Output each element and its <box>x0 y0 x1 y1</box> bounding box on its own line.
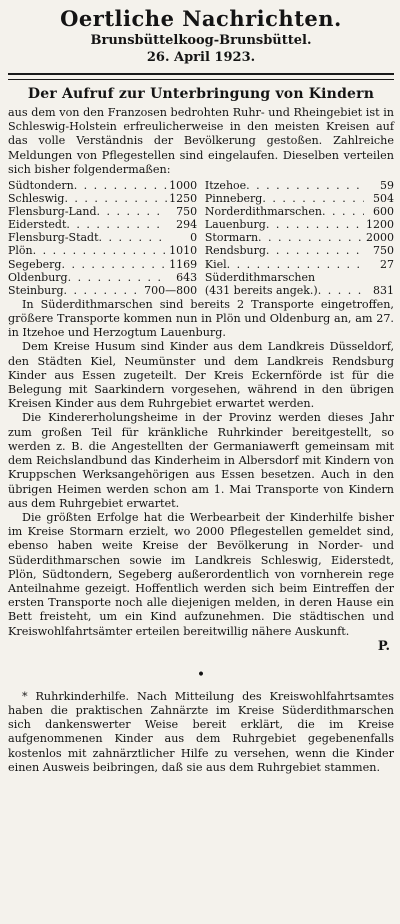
leader-dots <box>64 284 145 297</box>
district-row <box>8 218 197 231</box>
district-name: Rendsburg <box>204 244 266 258</box>
district-count: 750 <box>373 244 394 258</box>
article-signature: P. <box>377 638 390 654</box>
district-count: 27 <box>380 257 394 271</box>
district-name: Pinneberg <box>204 192 263 206</box>
district-row <box>205 218 394 231</box>
district-count: 1200 <box>366 218 394 232</box>
district-count: 643 <box>176 270 198 284</box>
article-paragraph: Die größten Erfolge hat die Werbearbeit der Kinderhilfe bisher im Kreise Stormarn erzielt, wo 2000 Pflegestellen gemeldet sind, ebenso haben weite Kreise der Bevölkerung in Norder- und Süderdithmarschen sowie im Landkreis Schleswig, Eiderstedt, Plön, Südtondern, Segeberg außerordentlich von vornherein rege Anteilnahme gezeigt. Hoffentlich werden sich beim Eintreffen der ersten Transporte noch alle diejenigen melden, in deren Hause ein Bett freisteht, um ein Kind aufzunehmen. Die städtischen und Kreiswohlfahrtsämter erteilen bereitwillig nähere Auskunft. <box>8 510 394 638</box>
district-count: 750 <box>176 205 198 219</box>
district-name: Flensburg-Land <box>8 205 97 219</box>
district-row <box>8 192 197 205</box>
district-name: Steinburg <box>8 283 64 297</box>
district-count: 600 <box>373 205 394 219</box>
leader-dots <box>99 231 168 244</box>
leader-dots <box>64 192 167 205</box>
article-paragraph: Dem Kreise Husum sind Kinder aus dem Landkreis Düsseldorf, den Städten Kiel, Neumünster und dem Landkreis Rendsburg Kinder aus Essen zugeteilt. Der Kreis Eckernförde ist für die Belegung mit Saarkindern vorgesehen, während in den übrigen Kreisen Kinder aus dem Ruhrgebiet erwartet werden. <box>8 340 394 411</box>
leader-dots <box>66 218 167 231</box>
districts-column-left <box>8 179 197 297</box>
district-row <box>8 244 197 257</box>
district-row <box>205 192 394 205</box>
section-title: Oertliche Nachrichten. <box>60 6 342 31</box>
district-name: Oldenburg <box>8 270 68 284</box>
district-count: 0 <box>190 231 198 245</box>
district-name: Plön <box>8 244 33 258</box>
district-row <box>205 205 394 218</box>
districts-column-right <box>205 179 394 297</box>
district-row <box>8 271 197 284</box>
place-line: Brunsbüttelkoog-Brunsbüttel. <box>90 33 312 48</box>
leader-dots <box>322 205 364 218</box>
district-row <box>8 179 197 192</box>
leader-dots <box>74 179 167 192</box>
district-row <box>8 205 197 218</box>
leader-dots <box>318 284 364 297</box>
district-count: 504 <box>373 192 394 206</box>
district-name: Südtondern <box>8 179 74 193</box>
leader-dots <box>61 258 167 271</box>
district-name: (431 bereits angek.) <box>204 283 318 297</box>
district-count: 1010 <box>169 244 198 258</box>
district-count: 1169 <box>169 257 198 271</box>
leader-dots <box>227 258 364 271</box>
district-name: Flensburg-Stadt <box>8 231 99 245</box>
district-name: Stormarn <box>204 231 259 245</box>
district-name: Süderdithmarschen <box>204 270 316 284</box>
districts-table <box>8 179 394 297</box>
district-count: 1000 <box>169 179 198 193</box>
district-name: Norderdithmarschen <box>204 205 322 219</box>
district-row <box>205 284 394 297</box>
district-name: Schleswig <box>8 192 65 206</box>
district-row <box>205 179 394 192</box>
leader-dots <box>97 205 168 218</box>
district-row <box>8 231 197 244</box>
district-name: Itzehoe <box>204 179 247 193</box>
leader-dots <box>258 231 364 244</box>
divider <box>8 73 394 75</box>
district-count: 294 <box>176 218 198 232</box>
district-name: Lauenburg <box>204 218 266 232</box>
masthead <box>8 6 394 66</box>
district-name: Segeberg <box>8 257 62 271</box>
article-headline: Der Aufruf zur Unterbringung von Kindern <box>27 86 375 102</box>
article-paragraph: Die Kindererholungsheime in der Provinz werden dieses Jahr zum großen Teil für kränkliche Ruhrkinder bereitgestellt, so werden z. B. die Angestellten der Germaniawerft gemeinsam mit dem Reichslandbund das Kinderheim in Albersdorf mit Kindern von Kruppschen Werksangehörigen aus Essen besetzen. Auch in den übrigen Heimen werden schon am 1. Mai Transporte von Kindern aus dem Ruhrgebiet erwartet. <box>8 411 394 510</box>
district-count: 1250 <box>169 192 198 206</box>
district-name: Kiel <box>204 257 227 271</box>
leader-dots <box>68 271 168 284</box>
separator-bullet: • <box>196 666 206 683</box>
district-row <box>205 258 394 271</box>
district-row <box>205 271 394 284</box>
leader-dots <box>262 192 364 205</box>
article-paragraph: aus dem von den Franzosen bedrohten Ruhr- und Rheingebiet ist in Schleswig-Holstein erfreulicherweise in den meisten Kreisen auf das volle Verständnis der Bevölkerung gestoßen. Zahlreiche Meldungen von Pflegestellen sind eingelaufen. Dieselben verteilen sich bisher folgendermaßen: <box>8 106 394 176</box>
divider-thin <box>8 79 394 80</box>
district-row <box>205 231 394 244</box>
district-row <box>8 284 197 297</box>
leader-dots <box>266 218 364 231</box>
leader-dots <box>246 179 364 192</box>
district-count: 831 <box>373 283 394 297</box>
notice-paragraph: * Ruhrkinderhilfe. Nach Mitteilung des Kreiswohlfahrtsamtes haben die praktischen Zahnärzte im Kreise Süderdithmarschen sich dankenswerter Weise bereit erklärt, die im Kreise aufgenommenen Kinder aus dem Ruhrgebiet gegebenenfalls kostenlos mit zahnärztlicher Hilfe zu versehen, wenn die Kinder einen Ausweis beibringen, daß sie aus dem Ruhrgebiet stammen. <box>8 689 394 774</box>
district-count: 2000 <box>366 231 394 245</box>
district-count: 59 <box>380 179 394 193</box>
leader-dots <box>266 244 364 257</box>
leader-dots <box>33 244 167 257</box>
district-row <box>8 258 197 271</box>
article-paragraph: In Süderdithmarschen sind bereits 2 Transporte eingetroffen, größere Transporte kommen nun in Plön und Oldenburg an, am 27. in Itzehoe und Herzogtum Lauenburg. <box>8 297 394 340</box>
article <box>8 85 394 654</box>
district-name: Eiderstedt <box>8 218 67 232</box>
district-row <box>205 244 394 257</box>
date-line: 26. April 1923. <box>146 50 256 65</box>
district-count: 700—800 <box>144 283 198 297</box>
